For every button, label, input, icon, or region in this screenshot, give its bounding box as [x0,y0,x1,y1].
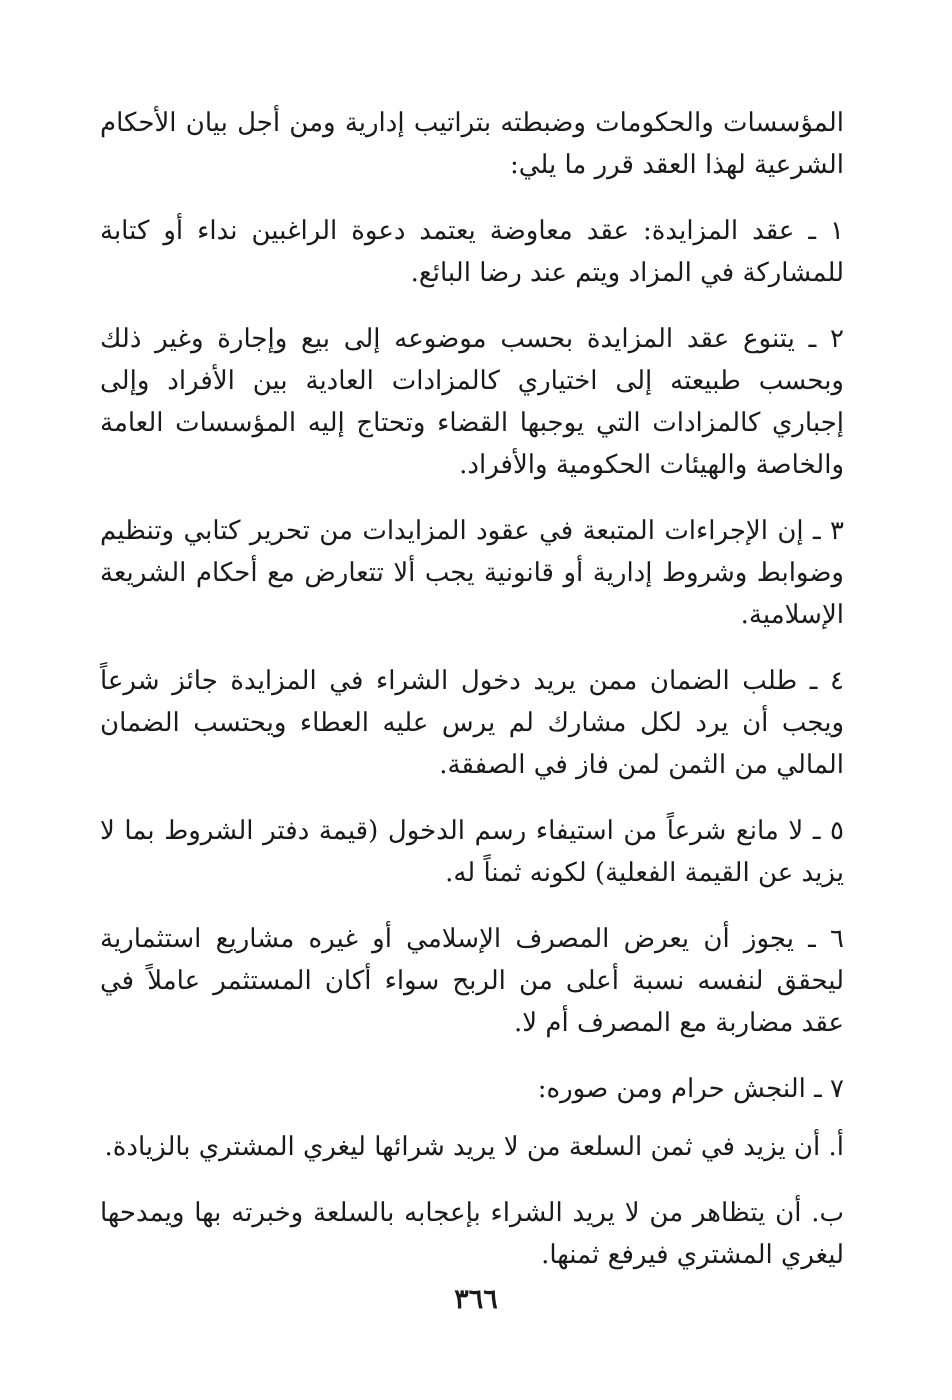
paragraph-item-7a: أ. أن يزيد في ثمن السلعة من لا يريد شرائها ليغري المشتري بالزيادة. [104,1132,844,1162]
paragraph-item-6: ٦ ـ يجوز أن يعرض المصرف الإسلامي أو غيره مشاريع استثمارية ليحقق لنفسه نسبة أعلى من الربح سواء أكان المستثمر عاملاً في عقد مضاربة مع المصرف أم لا. [100,924,844,1038]
page-number: ٣٦٦ [454,1284,498,1315]
paragraph-item-7b: ب. أن يتظاهر من لا يريد الشراء بإعجابه بالسلعة وخبرته بها ويمدحها ليغري المشتري فيرفع ثمنها. [100,1198,844,1270]
paragraph-item-3: ٣ ـ إن الإجراءات المتبعة في عقود المزايدات من تحرير كتابي وتنظيم وضوابط وشروط إدارية أو قانونية يجب ألا تتعارض مع أحكام الشريعة الإسلامية. [100,516,844,630]
document-body [100,102,844,1300]
paragraph-item-2: ٢ ـ يتنوع عقد المزايدة بحسب موضوعه إلى بيع وإجارة وغير ذلك وبحسب طبيعته إلى اختياري كالمزادات العادية بين الأفراد وإلى إجباري كالمزادات التي يوجبها القضاء وتحتاج إليه المؤسسات العامة والخاصة والهيئات الحكومية والأفراد. [100,324,844,480]
paragraph-intro: المؤسسات والحكومات وضبطته بتراتيب إدارية ومن أجل بيان الأحكام الشرعية لهذا العقد قرر ما يلي: [100,108,844,180]
paragraph-item-5: ٥ ـ لا مانع شرعاً من استيفاء رسم الدخول (قيمة دفتر الشروط بما لا يزيد عن القيمة الفعلية) لكونه ثمناً له. [100,816,844,888]
paragraph-item-1: ١ ـ عقد المزايدة: عقد معاوضة يعتمد دعوة الراغبين نداء أو كتابة للمشاركة في المزاد ويتم عند رضا البائع. [100,216,844,288]
paragraph-item-7: ٧ ـ النجش حرام ومن صوره: [537,1074,844,1104]
paragraph-item-4: ٤ ـ طلب الضمان ممن يريد دخول الشراء في المزايدة جائز شرعاً ويجب أن يرد لكل مشارك لم يرس عليه العطاء ويحتسب الضمان المالي من الثمن لمن فاز في الصفقة. [100,666,844,780]
